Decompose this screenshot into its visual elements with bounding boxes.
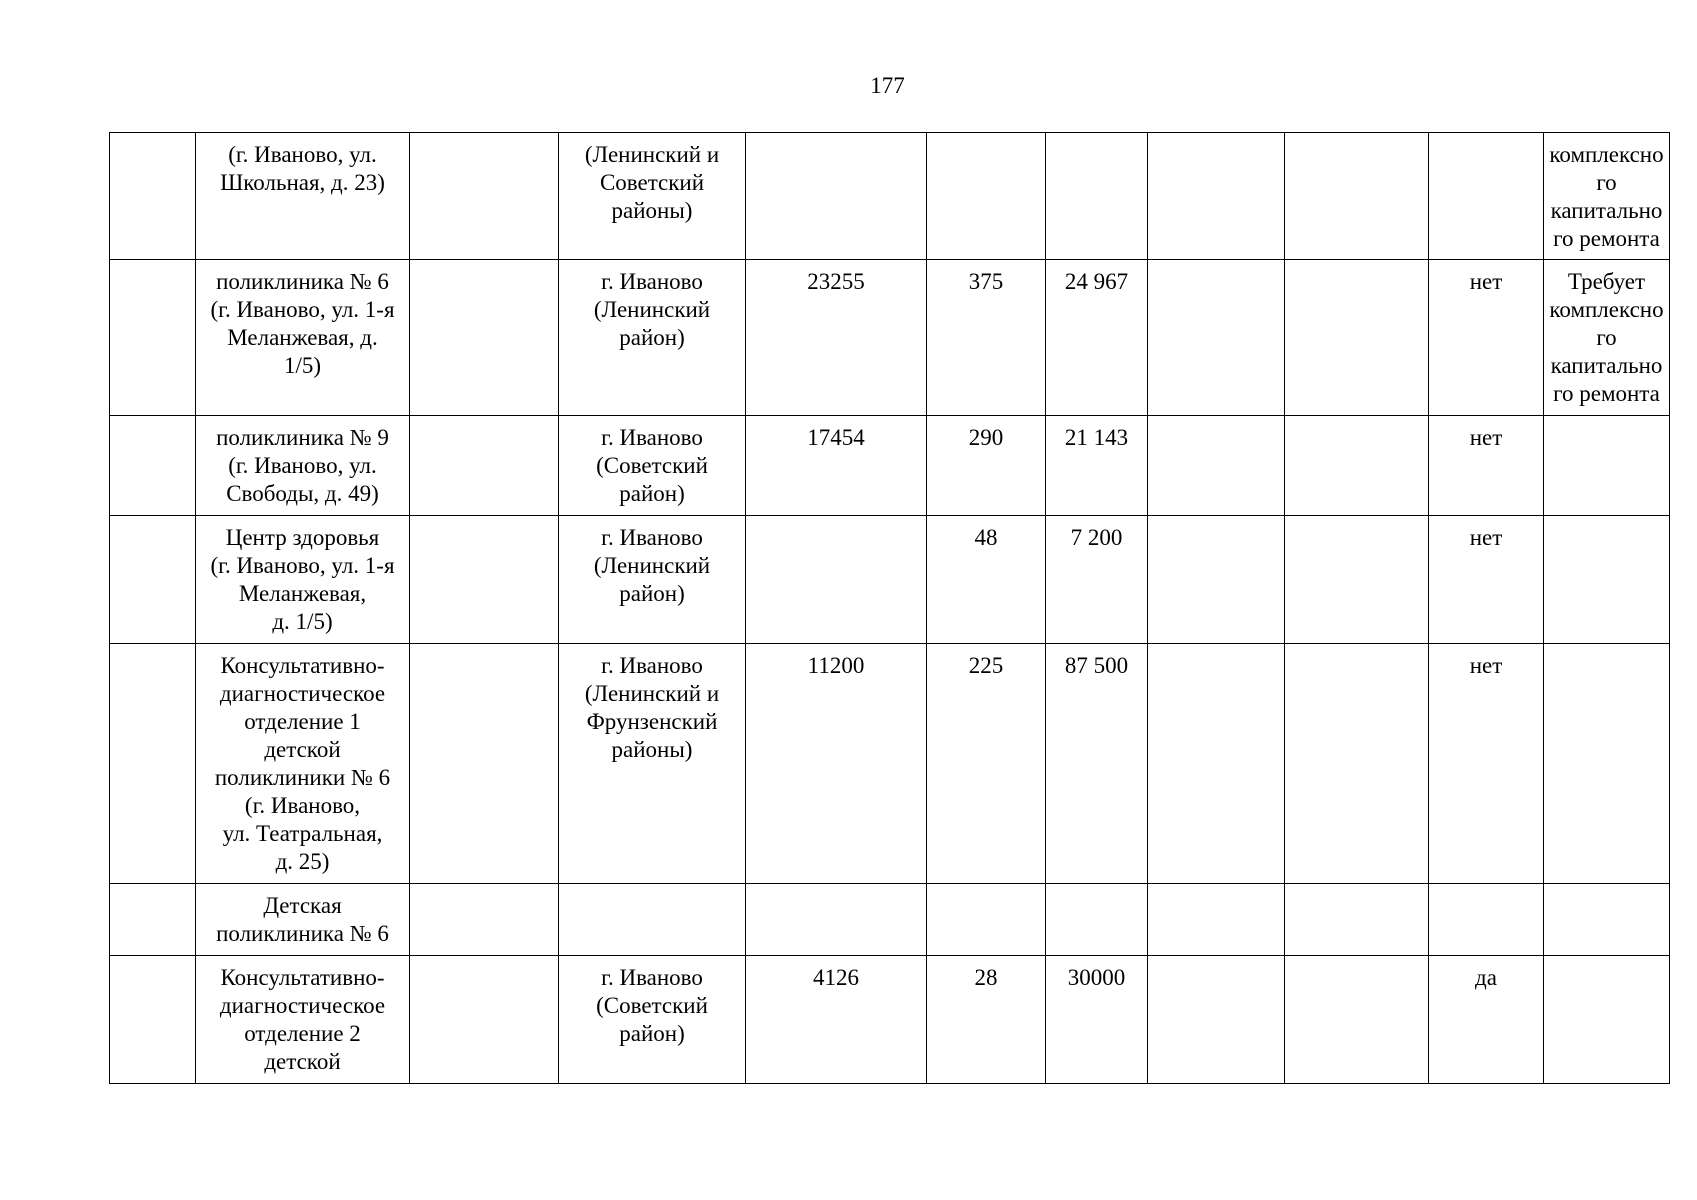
cell-col3 — [410, 644, 559, 884]
cell-col3 — [410, 516, 559, 644]
cell-col1 — [110, 644, 196, 884]
cell-flag: нет — [1429, 260, 1544, 416]
cell-col1 — [110, 416, 196, 516]
cell-capacity: 30000 — [1046, 956, 1148, 1084]
cell-col1 — [110, 260, 196, 416]
cell-visits: 375 — [927, 260, 1046, 416]
cell-facility-name: поликлиника № 6 (г. Иваново, ул. 1-я Меланжевая, д. 1/5) — [196, 260, 410, 416]
cell-col8 — [1148, 644, 1285, 884]
cell-facility-name: Консультативно- диагностическое отделение 1 детской поликлиники № 6 (г. Иваново, ул. Театральная, д. 25) — [196, 644, 410, 884]
cell-population: 11200 — [746, 644, 927, 884]
cell-facility-name: поликлиника № 9 (г. Иваново, ул. Свободы, д. 49) — [196, 416, 410, 516]
cell-service-area: г. Иваново (Советский район) — [559, 416, 746, 516]
cell-col3 — [410, 884, 559, 956]
cell-visits — [927, 133, 1046, 260]
table-row — [110, 956, 1670, 1084]
cell-flag: нет — [1429, 516, 1544, 644]
cell-note — [1544, 884, 1670, 956]
cell-visits: 225 — [927, 644, 1046, 884]
cell-capacity — [1046, 133, 1148, 260]
cell-facility-name: Детская поликлиника № 6 — [196, 884, 410, 956]
cell-note — [1544, 644, 1670, 884]
cell-capacity: 24 967 — [1046, 260, 1148, 416]
cell-population — [746, 516, 927, 644]
cell-col9 — [1285, 644, 1429, 884]
cell-col8 — [1148, 516, 1285, 644]
cell-col3 — [410, 416, 559, 516]
cell-flag — [1429, 133, 1544, 260]
table-row — [110, 516, 1670, 644]
cell-col1 — [110, 956, 196, 1084]
table-row — [110, 260, 1670, 416]
cell-service-area: г. Иваново (Ленинский район) — [559, 516, 746, 644]
cell-capacity: 7 200 — [1046, 516, 1148, 644]
cell-col9 — [1285, 956, 1429, 1084]
cell-note: комплексно го капитально го ремонта — [1544, 133, 1670, 260]
cell-service-area: г. Иваново (Советский район) — [559, 956, 746, 1084]
cell-note: Требует комплексно го капитально го ремонта — [1544, 260, 1670, 416]
cell-facility-name: (г. Иваново, ул. Школьная, д. 23) — [196, 133, 410, 260]
cell-population: 23255 — [746, 260, 927, 416]
cell-col9 — [1285, 416, 1429, 516]
cell-note — [1544, 516, 1670, 644]
cell-col8 — [1148, 260, 1285, 416]
cell-col1 — [110, 884, 196, 956]
cell-service-area: г. Иваново (Ленинский и Фрунзенский районы) — [559, 644, 746, 884]
cell-population: 17454 — [746, 416, 927, 516]
cell-col9 — [1285, 133, 1429, 260]
cell-col9 — [1285, 884, 1429, 956]
cell-capacity: 21 143 — [1046, 416, 1148, 516]
cell-col9 — [1285, 260, 1429, 416]
cell-col8 — [1148, 956, 1285, 1084]
cell-col3 — [410, 956, 559, 1084]
cell-col1 — [110, 133, 196, 260]
cell-service-area: г. Иваново (Ленинский район) — [559, 260, 746, 416]
page-number: 177 — [870, 73, 905, 98]
cell-capacity: 87 500 — [1046, 644, 1148, 884]
table-row — [110, 133, 1670, 260]
table-row — [110, 644, 1670, 884]
cell-visits: 290 — [927, 416, 1046, 516]
cell-visits: 28 — [927, 956, 1046, 1084]
cell-capacity — [1046, 884, 1148, 956]
table-row — [110, 416, 1670, 516]
cell-facility-name: Центр здоровья (г. Иваново, ул. 1-я Меланжевая, д. 1/5) — [196, 516, 410, 644]
cell-col1 — [110, 516, 196, 644]
cell-population: 4126 — [746, 956, 927, 1084]
cell-note — [1544, 416, 1670, 516]
cell-visits: 48 — [927, 516, 1046, 644]
cell-col8 — [1148, 133, 1285, 260]
cell-service-area — [559, 884, 746, 956]
cell-flag — [1429, 884, 1544, 956]
cell-visits — [927, 884, 1046, 956]
cell-population — [746, 133, 927, 260]
cell-flag: нет — [1429, 416, 1544, 516]
cell-col8 — [1148, 884, 1285, 956]
cell-col9 — [1285, 516, 1429, 644]
cell-flag: да — [1429, 956, 1544, 1084]
table-row — [110, 884, 1670, 956]
cell-col3 — [410, 260, 559, 416]
cell-col3 — [410, 133, 559, 260]
cell-note — [1544, 956, 1670, 1084]
cell-facility-name: Консультативно- диагностическое отделение 2 детской — [196, 956, 410, 1084]
cell-flag: нет — [1429, 644, 1544, 884]
cell-service-area: (Ленинский и Советский районы) — [559, 133, 746, 260]
facilities-table — [109, 132, 1670, 1084]
cell-population — [746, 884, 927, 956]
cell-col8 — [1148, 416, 1285, 516]
